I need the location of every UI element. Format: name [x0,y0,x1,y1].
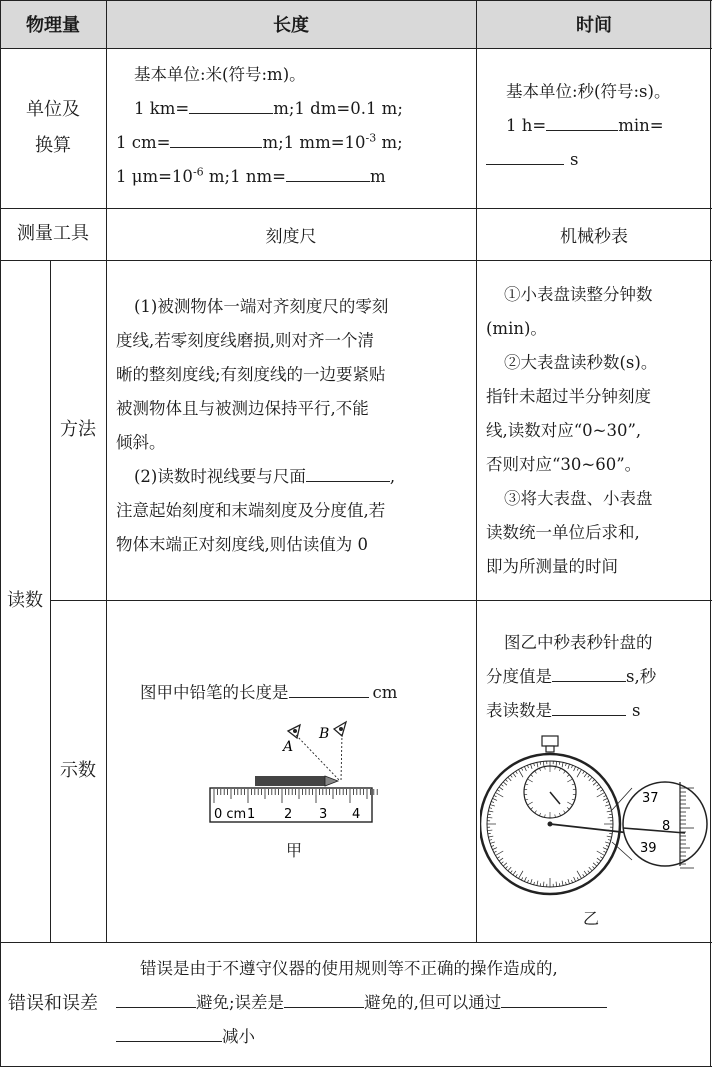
unit-label-line2: 换算 [35,135,71,156]
error-cell [116,952,706,1054]
answer-blank[interactable] [189,95,273,114]
ruler-tick-label: 3 [319,807,328,822]
eye-a-label: A [283,739,294,755]
table-col-rule [476,0,477,942]
length-unit-cm: 1 cm= [116,133,171,152]
length-method-line: 物体末端正对刻度线,则估读值为 0 [116,535,368,554]
length-unit-nm: m;1 nm= [203,167,286,186]
unit-row-label [0,48,106,208]
table-col-rule [106,0,107,942]
answer-blank[interactable] [116,989,196,1008]
ruler-tick-label: 0 cm [214,807,247,822]
eye-b-label: B [319,726,330,742]
time-display-line: 图乙中秒表秒针盘的 [504,633,653,652]
time-method-line: 否则对应“30~60”。 [486,455,642,474]
table-rule [0,942,712,943]
time-method-line: 指针未超过半分钟刻度 [486,387,651,406]
reading-row-label: 读数 [7,590,43,611]
length-unit-mm-end: m; [376,133,403,152]
zoom-tick-label: 8 [662,819,671,834]
table-rule [50,600,712,601]
zoom-tick-label: 39 [640,841,657,856]
answer-blank[interactable] [501,989,607,1008]
length-unit-km: 1 km= [134,99,190,118]
time-display-line: s [632,701,641,720]
length-display-label: 图甲中铅笔的长度是 [140,683,289,702]
unit-label-line1: 单位及 [26,99,80,120]
eye-a-icon [288,725,300,738]
time-display-text [486,626,708,728]
length-unit-nm-end: m [369,167,386,186]
figure-jia-label: 甲 [286,841,303,860]
length-unit-dm: m;1 dm=0.1 m; [273,99,403,118]
ruler-tick-label: 2 [284,807,293,822]
answer-blank[interactable] [486,146,564,165]
time-method-line: 读数统一单位后求和, [486,523,640,542]
stopwatch-crown [542,736,558,752]
header-quantity: 物理量 [26,15,80,36]
time-display-line: 分度值是 [486,667,552,686]
pencil-tip [325,776,338,786]
length-tool: 刻度尺 [265,226,317,247]
error-line: 避免;误差是 [196,993,285,1012]
length-method-line: 晰的整刻度线;有刻度线的一边要紧贴 [116,365,386,384]
pencil [255,776,325,786]
time-method-line: ①小表盘读整分钟数 [504,285,653,304]
zoom-tick-label: 37 [642,791,659,806]
time-method-line: ②大表盘读秒数(s)。 [504,353,658,372]
length-method-line: 注意起始刻度和末端刻度及分度值,若 [116,501,386,520]
time-unit-line1: 基本单位:秒(符号:s)。 [506,82,671,101]
time-unit-cell [486,75,708,177]
table-border-right [710,0,711,1067]
answer-blank[interactable] [546,112,618,131]
answer-blank[interactable] [284,989,364,1008]
answer-blank[interactable] [116,1023,222,1042]
length-method-line: 倾斜。 [116,433,166,452]
stopwatch-pivot [548,822,553,827]
length-method-line: (1)被测物体一端对齐刻度尺的零刻 [134,297,389,316]
answer-blank[interactable] [289,679,369,698]
header-length: 长度 [273,15,309,36]
length-unit-line1: 基本单位:米(符号:m)。 [134,65,306,84]
display-row-label: 示数 [60,760,96,781]
length-unit-um: 1 μm=10 [116,167,193,186]
time-tool: 机械秒表 [560,226,628,247]
error-line: 避免的,但可以通过 [364,993,502,1012]
unit-cm: cm [372,683,398,702]
length-unit-mm: m;1 mm=10 [262,133,366,152]
ruler-tick-label: 4 [352,807,361,822]
length-display-text [140,676,470,710]
error-line: 减小 [222,1027,255,1046]
eye-b-icon [334,722,346,736]
ruler-tick-label: 1 [247,807,256,822]
time-unit-s: s [570,150,579,169]
time-method-line: ③将大表盘、小表盘 [504,489,653,508]
tool-row-label: 测量工具 [17,223,89,244]
time-unit-min: min= [618,116,664,135]
time-method-line: 即为所测量的时间 [486,557,618,576]
length-method-line: 被测物体且与被测边保持平行,不能 [116,399,369,418]
header-time: 时间 [576,15,612,36]
exponent: -6 [192,165,204,179]
length-method-line: 度线,若零刻度线磨损,则对齐一个清 [116,331,374,350]
length-unit-cell [116,58,472,194]
length-method-cell [116,290,472,562]
comma: , [389,467,396,486]
stopwatch-figure [480,730,708,910]
time-method-cell [486,278,708,584]
answer-blank[interactable] [306,463,390,482]
exponent: -3 [365,131,377,145]
answer-blank[interactable] [286,163,370,182]
table-border-bottom [0,1066,712,1067]
error-line: 错误是由于不遵守仪器的使用规则等不正确的操作造成的, [140,959,558,978]
time-method-line: 线,读数对应“0~30”, [486,421,642,440]
answer-blank[interactable] [552,663,626,682]
sight-line [341,734,342,781]
answer-blank[interactable] [170,129,262,148]
time-display-line: s,秒 [626,667,657,686]
time-display-line: 表读数是 [486,701,552,720]
time-method-line: (min)。 [486,319,547,338]
answer-blank[interactable] [552,697,626,716]
method-row-label: 方法 [60,419,96,440]
figure-yi-label: 乙 [583,909,600,928]
sight-line [296,735,340,781]
error-row-label: 错误和误差 [8,993,98,1014]
length-method-line: (2)读数时视线要与尺面 [134,467,306,486]
time-unit-hour: 1 h= [506,116,547,135]
